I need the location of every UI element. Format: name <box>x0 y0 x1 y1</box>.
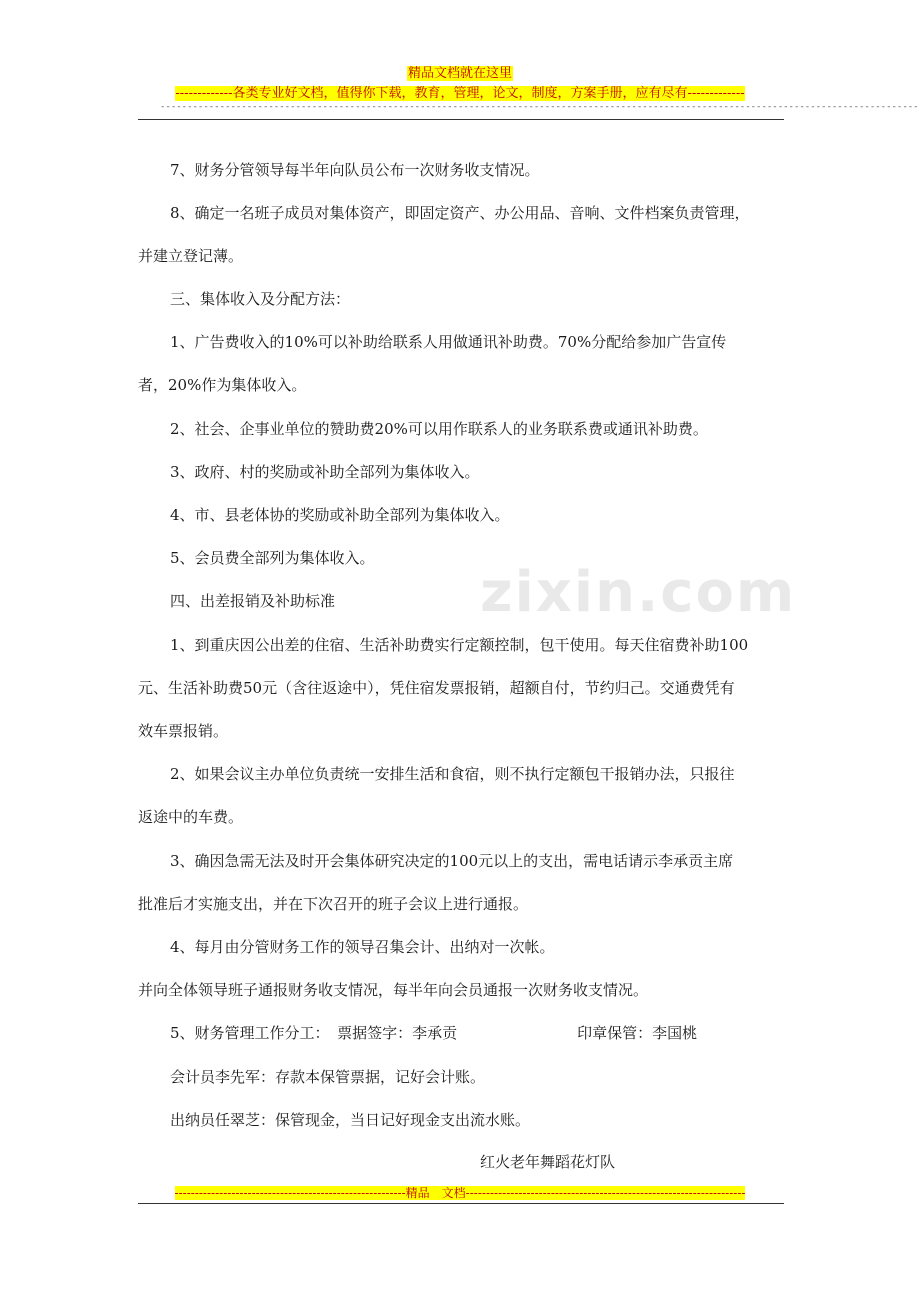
travel-item-2-cont: 返途中的车费。 <box>138 808 244 826</box>
footer-band: ---------------------------------------------------------精品 文档--------------------------------------------------------------------- <box>174 1186 746 1200</box>
income-item-1-cont: 者，20%作为集体收入。 <box>138 376 307 394</box>
travel-item-4-cont: 并向全体领导班子通报财务收支情况，每半年向会员通报一次财务收支情况。 <box>138 981 649 999</box>
paragraph-7: 7、财务分管领导每半年向队员公布一次财务收支情况。 <box>170 161 540 179</box>
income-item-1: 1、广告费收入的10%可以补助给联系人用做通讯补助费。70%分配给参加广告宣传 <box>170 333 727 351</box>
travel-item-4: 4、每月由分管财务工作的领导召集会计、出纳对一次帐。 <box>170 938 555 956</box>
header-dash-line: -------------------------------------------------------------------------------------------------------------------------------------------- <box>160 102 919 112</box>
division-bills: 票据签字：李承贡 <box>337 1024 458 1042</box>
income-item-5: 5、会员费全部列为集体收入。 <box>170 549 375 567</box>
travel-item-1-cont: 元、生活补助费50元（含往返途中），凭住宿发票报销，超额自付，节约归己。交通费凭有 <box>138 679 735 697</box>
header-rule <box>138 119 784 120</box>
cashier-line: 出纳员任翠芝：保管现金，当日记好现金支出流水账。 <box>170 1111 531 1129</box>
paragraph-8-cont: 并建立登记薄。 <box>138 247 244 265</box>
accountant-line: 会计员李先军：存款本保管票据，记好会计账。 <box>170 1068 486 1086</box>
section-4-heading: 四、出差报销及补助标准 <box>170 592 336 610</box>
footer-rule <box>138 1203 784 1204</box>
income-item-4: 4、市、县老体协的奖励或补助全部列为集体收入。 <box>170 506 510 524</box>
income-item-3: 3、政府、村的奖励或补助全部列为集体收入。 <box>170 463 480 481</box>
income-item-2: 2、社会、企事业单位的赞助费20%可以用作联系人的业务联系费或通讯补助费。 <box>170 420 708 438</box>
paragraph-8: 8、确定一名班子成员对集体资产，即固定资产、办公用品、音响、文件档案负责管理， <box>170 204 750 222</box>
section-3-heading: 三、集体收入及分配方法： <box>170 290 351 308</box>
division-lead: 5、财务管理工作分工： <box>170 1024 323 1042</box>
signature: 红火老年舞蹈花灯队 <box>480 1153 616 1171</box>
division-line <box>138 1012 816 1055</box>
travel-item-1: 1、到重庆因公出差的住宿、生活补助费实行定额控制，包干使用。每天住宿费补助100 <box>170 636 749 654</box>
travel-item-2: 2、如果会议主办单位负责统一安排生活和食宿，则不执行定额包干报销办法，只报往 <box>170 765 735 783</box>
travel-item-3: 3、确因急需无法及时开会集体研究决定的100元以上的支出，需电话请示李承贡主席 <box>170 852 734 870</box>
travel-item-3-cont: 批准后才实施支出，并在下次召开的班子会议上进行通报。 <box>138 895 529 913</box>
travel-item-1-cont-2: 效车票报销。 <box>138 722 229 740</box>
header-title: 精品文档就在这里 <box>407 66 512 81</box>
watermark: zixin.com <box>480 560 797 625</box>
header-subtitle: -------------各类专业好文档，值得你下载，教育，管理，论文，制度，方案手册，应有尽有------------- <box>175 86 745 101</box>
division-seal: 印章保管：李国桃 <box>577 1024 698 1042</box>
